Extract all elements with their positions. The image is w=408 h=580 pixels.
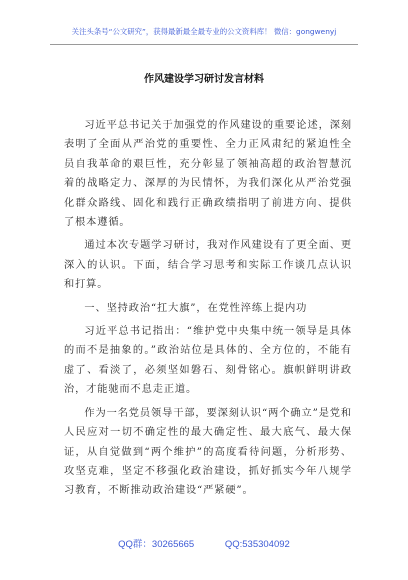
document-title: 作风建设学习研讨发言材料 — [144, 74, 264, 85]
header-divider — [50, 44, 358, 45]
paragraph: 作为一名党员领导干部，要深刻认识“两个确立”是党和人民应对一切不确定性的最大确定性、最大底气、最大保证，从自觉做到“两个维护”的高度看待问题，分析形势、攻坚克难，坚定不移强化政治建设，抓好抓实今年八规学习教育，不断推动政治建设“严紧硬”。 — [64, 407, 352, 497]
footer-contact — [0, 536, 408, 550]
document-body — [64, 116, 352, 501]
qq-group: QQ群：30265665 — [118, 539, 195, 550]
paragraph: 通过本次专题学习研讨，我对作风建设有了更全面、更深入的认识。下面，结合学习思考和实际工作谈几点认识和打算。 — [64, 240, 352, 291]
paragraph: 习近平总书记指出：“维护党中央集中统一领导是具体的而不是抽象的。”政治站位是具体的、全方位的，不能有虚了、看淡了，必须坚如磐石、刻骨铭心。旗帜鲜明讲政治，才能驰而不息走正道。 — [64, 326, 352, 396]
qq-number: QQ:535304092 — [224, 539, 290, 550]
section-heading: 一、坚持政治“扛大旗”，在党性淬练上提内功 — [84, 302, 308, 314]
paragraph: 习近平总书记关于加强党的作风建设的重要论述，深刻表明了全面从严治党的重要性、全力正风肃纪的紧迫性全员自我革命的艰巨性，充分彰显了领袖高超的政治智慧沉着的战略定力、深厚的为民情怀，为我们深化从严治党强化群众路线、固化和践行正确政绩指明了前进方向、提供了根本遵循。 — [64, 120, 352, 229]
header-promo: 关注头条号“公文研究”，获得最新最全最专业的公文资料库！ 微信：gongwenyj — [71, 27, 337, 36]
